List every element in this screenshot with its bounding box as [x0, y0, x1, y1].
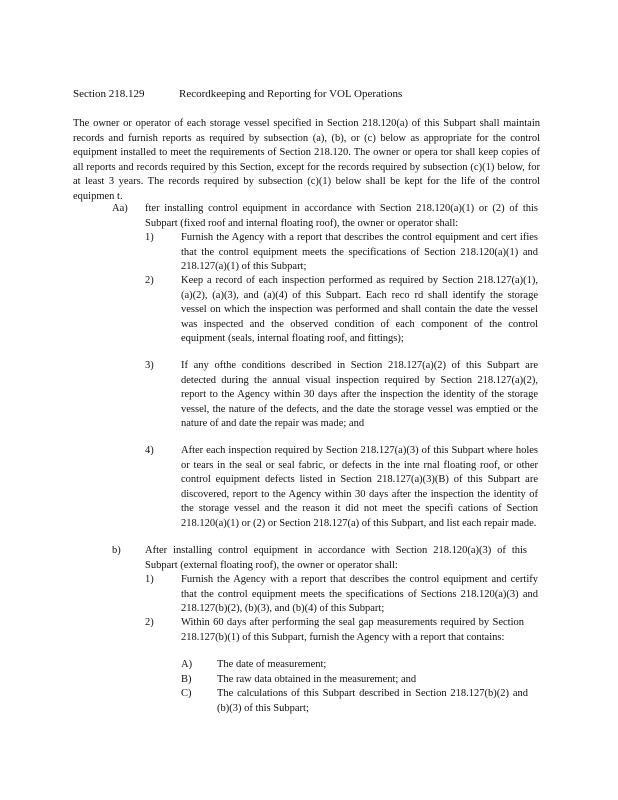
- subitem-A-text: The date of measurement;: [217, 659, 327, 670]
- item-a1-label: 1): [145, 232, 154, 243]
- item-a3-label: 3): [145, 360, 154, 371]
- item-a4-label: 4): [145, 445, 154, 456]
- subitem-A-label: A): [181, 659, 193, 670]
- subsection-b-text: After installing control equipment in accordance with Section 218.120(a)(3) of this Subpart (external floating roof), the owner or operator shall:: [145, 545, 527, 571]
- item-b1-text: Furnish the Agency with a report that describes the control equipment and certify that the control equipment meets the specifications of Sections 218.120(a)(3) and 218.127(b)(2), (b)(3), and (b)(4) of this Subpart;: [181, 574, 538, 614]
- subsection-a-label: Aa): [112, 203, 128, 214]
- item-a2-label: 2): [145, 275, 154, 286]
- section-title: Recordkeeping and Reporting for VOL Operations: [179, 88, 403, 100]
- item-a3-text: If any ofthe conditions described in Section 218.127(a)(2) of this Subpart are detected during the annual visual inspection required by Section 218.127(a)(2), report to the Agency within 30 days after the inspection the identity of the storage vessel, the nature of the defects, and the date the storage vessel was emptied or the nature of and date the repair was made; and: [181, 360, 538, 429]
- subitem-C-text: The calculations of this Subpart described in Section 218.127(b)(2) and (b)(3) of this Subpart;: [217, 688, 528, 714]
- intro-paragraph: The owner or operator of each storage vessel specified in Section 218.120(a) of this Subpart shall maintain records and furnish reports as required by subsection (a), (b), or (c) below as appropriate for the control equipment installed to meet the requirements of Section 218.120. The owner or opera tor shall keep copies of all reports and records required by this Section, except for the records required by subsection (c)(1) below, for at least 3 years. The records required by subsection (c)(1) below shall be kept for the life of the control equipmen t.: [73, 118, 540, 202]
- item-b2-text: Within 60 days after performing the seal gap measurements required by Section 218.127(b)(1) of this Subpart, furnish the Agency with a report that contains:: [181, 617, 524, 643]
- item-a4-text: After each inspection required by Section 218.127(a)(3) of this Subpart where holes or tears in the seal or seal fabric, or defects in the inte rnal floating roof, or other control equipment defects listed in Section 218.127(a)(3)(B) of this Subpart are discovered, report to the Agency within 30 days after the inspection the identity of the storage vessel and the reason it did not meet the specifi cations of Section 218.120(a)(1) or (2) or Section 218.127(a) of this Subpart, and list each repair made.: [181, 445, 538, 529]
- subsection-a-text: fter installing control equipment in accordance with Section 218.120(a)(1) or (2) of this Subpart (fixed roof and internal floating roof), the owner or operator shall:: [145, 203, 538, 229]
- subitem-B-text: The raw data obtained in the measurement; and: [217, 674, 417, 685]
- item-a1-text: Furnish the Agency with a report that describes the control equipment and cert ifies that the control equipment meets the specifications of Section 218.120(a)(1) and 218.127(a)(1) of this Subpart;: [181, 232, 538, 272]
- subsection-b-label: b): [112, 545, 121, 556]
- item-b2-label: 2): [145, 617, 154, 628]
- section-heading: [73, 87, 402, 101]
- subitem-B-label: B): [181, 674, 192, 685]
- item-a2-text: Keep a record of each inspection performed as required by Section 218.127(a)(1), (a)(2), (a)(3), and (a)(4) of this Subpart. Each reco rd shall identify the storage vessel on which the inspection was performed and shall contain the date the vessel was inspected and the observed condition of each component of the control equipment (seals, internal floating roof, and fittings);: [181, 275, 538, 344]
- item-b1-label: 1): [145, 574, 154, 585]
- section-number: Section 218.129: [73, 88, 145, 100]
- subitem-C-label: C): [181, 688, 192, 699]
